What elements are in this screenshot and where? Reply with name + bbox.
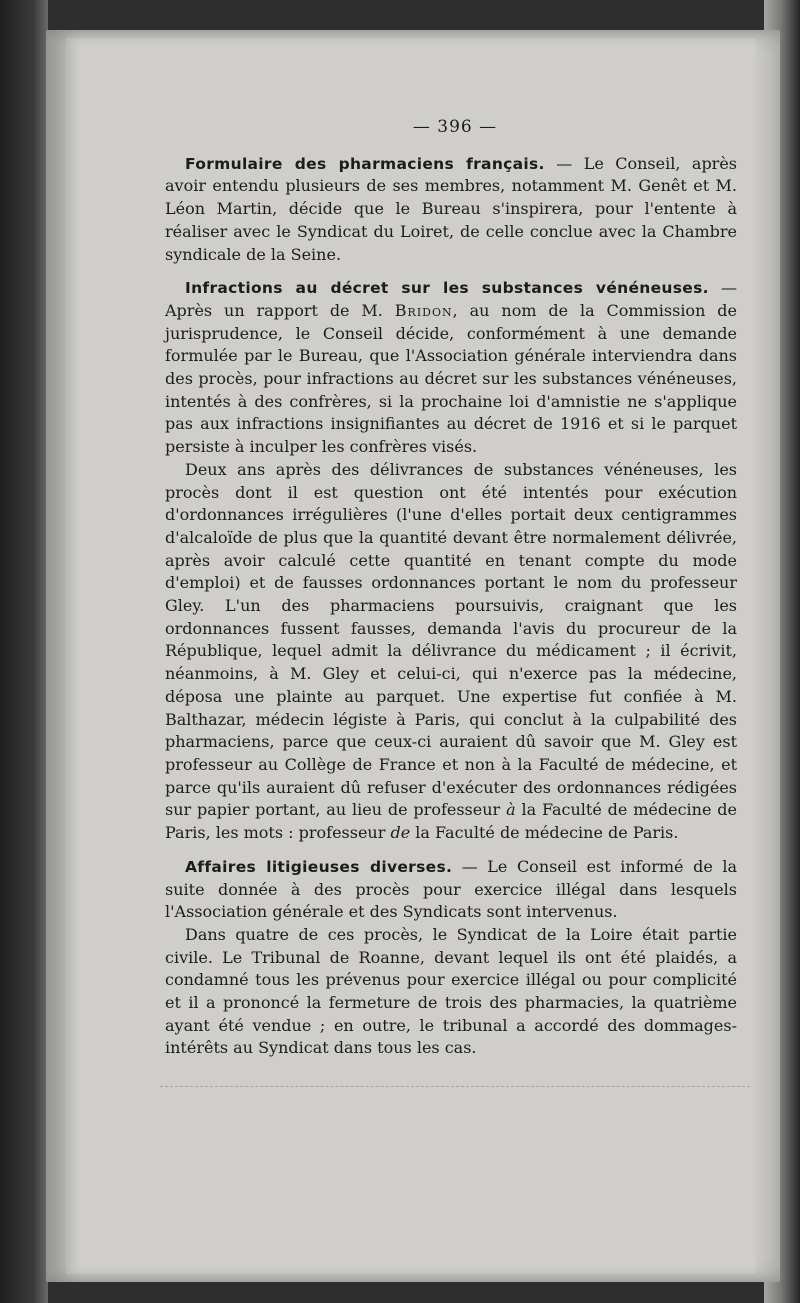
book-gutter-shadow	[0, 0, 48, 1303]
section-heading: Formulaire des pharmaciens français.	[185, 154, 545, 173]
paragraph-proces	[165, 459, 737, 845]
paragraph-roanne	[165, 924, 737, 1060]
paragraph-text: la Faculté de médecine de Paris, les mots : professeur	[165, 800, 738, 843]
paragraph-affaires	[165, 856, 737, 924]
page-number: — 396 —	[412, 117, 498, 137]
paragraph-text: , au nom de la Commission de jurisprudence, le Conseil décide, conformément à une demande formulée par le Bureau, que l'Association générale interviendra dans des procès, pour infractions au décret sur les substances vénéneuses, intentés à des confrères, si la prochaine loi d'amnistie ne s'applique pas aux infractions insignifiantes au décret de 1916 et si le parquet persiste à inculper les confrères visés.	[165, 300, 737, 457]
document-body	[165, 116, 737, 1060]
paragraph-text: Dans quatre de ces procès, le Syndicat de la Loire était partie civile. Le Tribunal de Roanne, devant lequel ils ont été plaidés, a condamné tous les prévenus pour exercice illégal ou pour complicité et il a prononcé la fermeture de trois des pharmacies, la quatrième ayant été vendue ; en outre, le tribunal a accordé des dommages-intérêts au Syndicat dans tous les cas.	[165, 924, 737, 1058]
paragraph-text: — Le Conseil, après avoir entendu plusieurs de ses membres, notamment M. Genêt et M. Léon Martin, décide que le Bureau s'inspirera, pour l'entente à réaliser avec le Syndicat du Loiret, de celle conclue avec la Chambre syndicale de la Seine.	[165, 153, 738, 264]
show-through-line	[160, 1072, 750, 1087]
paragraph-text: Deux ans après des délivrances de substances vénéneuses, les procès dont il est question ont été intentés pour exécution d'ordonnances irrégulières (l'une d'elles portait deux centigrammes d'alcaloïde de plus que la quantité devant être normalement délivrée, après avoir calculé cette quantité en tenant compte du mode d'emploi) et de fausses ordonnances portant le nom du professeur Gley. L'un des pharmaciens poursuivis, craignant que les ordonnances fussent fausses, demanda l'avis du procureur de la République, lequel admit la délivrance du médicament ; il écrivit, néanmoins, à M. Gley et celui-ci, qui n'exerce pas la médecine, déposa une plainte au parquet. Une expertise fut confiée à M. Balthazar, médecin légiste à Paris, qui conclut à la culpabilité des pharmaciens, parce que ceux-ci auraient dû savoir que M. Gley est professeur au Collège de France et non à la Faculté de médecine, et parce qu'ils auraient dû refuser d'exécuter des ordonnances rédigées sur papier portant, au lieu de professeur	[165, 459, 737, 820]
paragraph-text: la Faculté de médecine de Paris.	[410, 823, 679, 843]
paragraph-infractions	[165, 277, 737, 459]
person-name: Bridon	[394, 300, 453, 320]
paragraph-formulaire	[165, 153, 737, 267]
italic-word: de	[390, 823, 411, 843]
section-heading: Affaires litigieuses diverses.	[185, 857, 453, 876]
italic-word: à	[506, 800, 516, 820]
section-heading: Infractions au décret sur les substances vénéneuses.	[185, 279, 709, 298]
paragraph-text: — Le Conseil est informé de la suite donnée à des procès pour exercice illégal dans lesquels l'Association générale et des Syndicats sont intervenus.	[165, 856, 738, 922]
paragraph-text: — Après un rapport de M.	[165, 278, 738, 320]
